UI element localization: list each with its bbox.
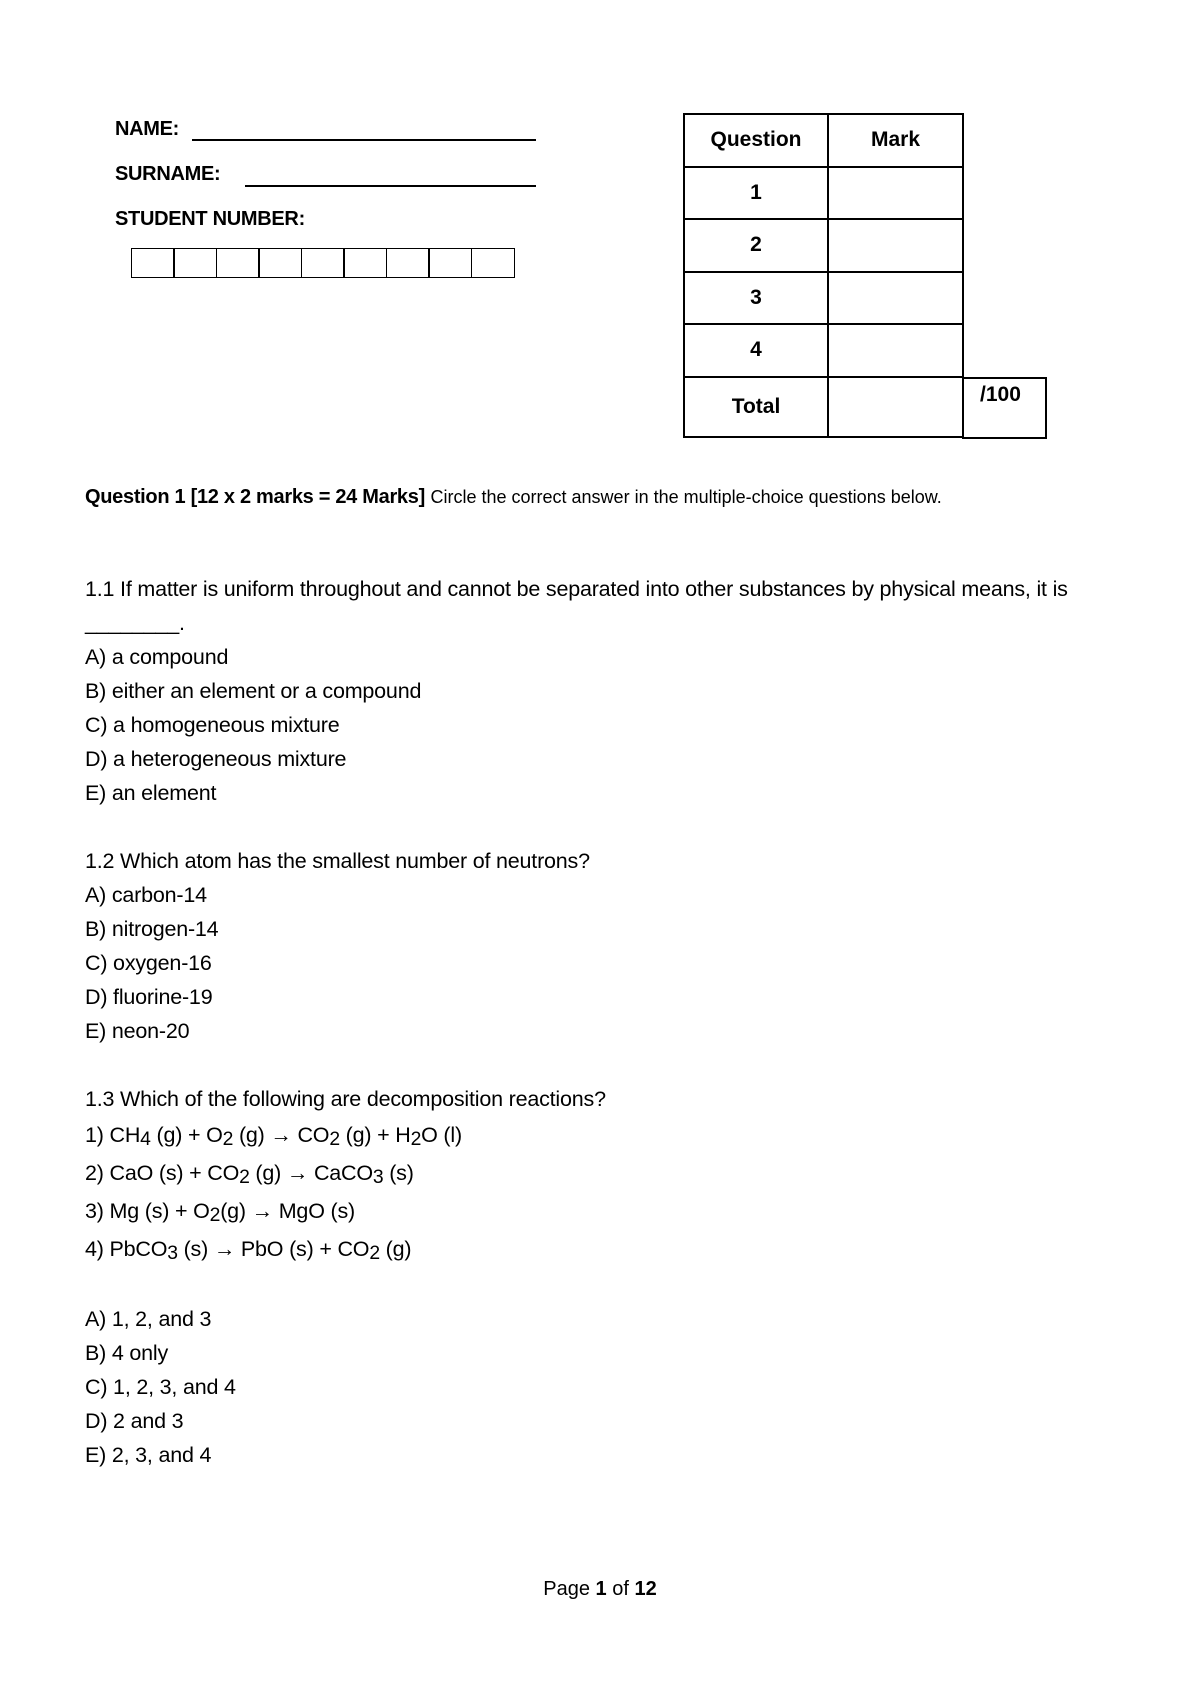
mark-table-col-mark: Mark	[828, 114, 963, 167]
mark-table-total-row	[684, 377, 963, 437]
mark-table-col-question: Question	[684, 114, 828, 167]
mark-table	[683, 113, 964, 438]
q1-3-reaction: 3) Mg $(s) + O_2(g)$ → MgO (s)	[85, 1199, 355, 1226]
mark-table-total-cell[interactable]	[828, 377, 963, 437]
student-number-box[interactable]	[343, 248, 387, 278]
name-label: NAME:	[115, 118, 180, 140]
mark-table-mark-cell[interactable]	[828, 167, 963, 220]
mark-table-total-label: Total	[684, 377, 828, 437]
q1-3-option[interactable]: A) 1, 2, and 3	[85, 1307, 212, 1331]
q1-3-option[interactable]: B) 4 only	[85, 1341, 169, 1365]
mark-table-mark-cell[interactable]	[828, 219, 963, 272]
surname-label: SURNAME:	[115, 163, 221, 185]
total-pages: 12	[634, 1578, 657, 1600]
q1-1-option[interactable]: D) a heterogeneous mixture	[85, 747, 347, 771]
name-line[interactable]	[192, 139, 536, 141]
q1-2-stem: 1.2 Which atom has the smallest number of neutrons?	[85, 849, 590, 873]
question-1-heading	[85, 486, 942, 509]
q1-1-option[interactable]: E) an element	[85, 781, 217, 805]
total-out-of: /100	[962, 377, 1047, 439]
mark-table-question-number: 1	[684, 167, 828, 220]
student-number-boxes	[132, 248, 515, 278]
student-number-box[interactable]	[301, 248, 345, 278]
mark-table-row	[684, 324, 963, 377]
mark-table-row	[684, 272, 963, 325]
student-number-box[interactable]	[428, 248, 472, 278]
of-word: of	[612, 1578, 629, 1600]
student-number-box[interactable]	[258, 248, 302, 278]
mark-table-row	[684, 219, 963, 272]
q1-2-option[interactable]: A) carbon-14	[85, 883, 207, 907]
q1-3-reaction: 2) CaO $(s) + CO_2$ (g) → CaCO$_3$ (s)	[85, 1161, 414, 1188]
q1-3-option[interactable]: C) 1, 2, 3, and 4	[85, 1375, 236, 1399]
mark-table-question-number: 2	[684, 219, 828, 272]
student-number-box[interactable]	[216, 248, 260, 278]
q1-1-stem: 1.1 If matter is uniform throughout and cannot be separated into other substances by physical means, it is ________.	[85, 577, 1068, 635]
student-number-box[interactable]	[471, 248, 515, 278]
mark-table-mark-cell[interactable]	[828, 324, 963, 377]
student-number-label: STUDENT NUMBER:	[115, 208, 305, 230]
mark-table-mark-cell[interactable]	[828, 272, 963, 325]
page-footer	[0, 1578, 1200, 1601]
mark-table-question-number: 4	[684, 324, 828, 377]
q1-3-stem: 1.3 Which of the following are decomposition reactions?	[85, 1087, 606, 1111]
q1-2-option[interactable]: C) oxygen-16	[85, 951, 212, 975]
q1-2-option[interactable]: D) fluorine-19	[85, 985, 213, 1009]
surname-line[interactable]	[245, 185, 536, 187]
page-word: Page	[543, 1578, 590, 1600]
q1-1-option[interactable]: A) a compound	[85, 645, 229, 669]
q1-2-option[interactable]: E) neon-20	[85, 1019, 190, 1043]
q1-3-reaction: 1) $CH_4$ $(g) + O_2$ $(g) \to CO_2$ $(g) + H_2O$ (l)	[85, 1123, 462, 1150]
question-1-instruction: Circle the correct answer in the multiple-choice questions below.	[430, 487, 942, 507]
q1-1-option[interactable]: B) either an element or a compound	[85, 679, 422, 703]
student-number-box[interactable]	[131, 248, 175, 278]
student-number-box[interactable]	[173, 248, 217, 278]
q1-1-option[interactable]: C) a homogeneous mixture	[85, 713, 340, 737]
student-number-box[interactable]	[386, 248, 430, 278]
question-1-title: Question 1 [12 x 2 marks = 24 Marks]	[85, 486, 425, 508]
mark-table-question-number: 3	[684, 272, 828, 325]
q1-3-reaction: 4) PbCO$_3$ (s) → PbO $(s) + CO_2$ (g)	[85, 1237, 412, 1264]
q1-3-option[interactable]: D) 2 and 3	[85, 1409, 184, 1433]
question-body	[85, 572, 1135, 1472]
mark-table-row	[684, 167, 963, 220]
page-number: 1	[595, 1578, 607, 1600]
q1-3-option[interactable]: E) 2, 3, and 4	[85, 1443, 212, 1467]
q1-2-option[interactable]: B) nitrogen-14	[85, 917, 219, 941]
mark-table-header-row	[684, 114, 963, 167]
